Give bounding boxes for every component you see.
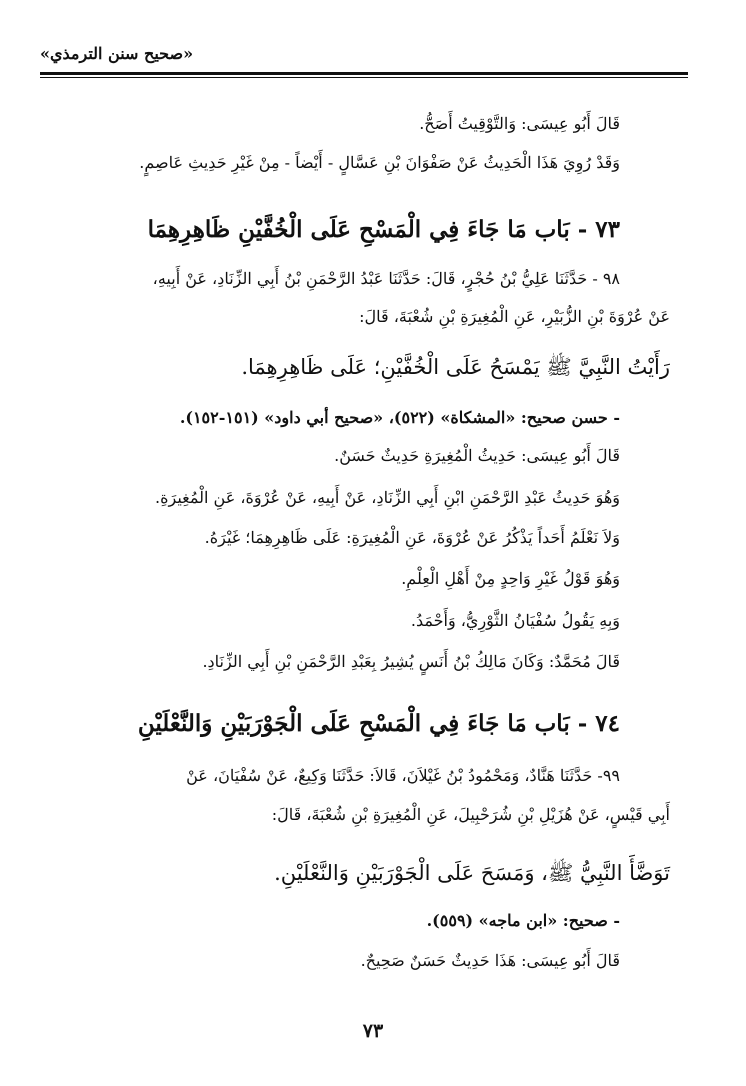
commentary-line: قَالَ مُحَمَّدٌ: وَكَانَ مَالِكُ بْنُ أَنَسٍ يُشِيرُ بِعَبْدِ الرَّحْمَنِ بْنِ أَبِي الزِّنَادِ.	[202, 652, 620, 671]
hadith-matn: رَأَيْتُ النَّبِيَّ ﷺ يَمْسَحُ عَلَى الْخُفَّيْنِ؛ عَلَى ظَاهِرِهِمَا.	[241, 355, 670, 379]
commentary-line: وَقَدْ رُوِيَ هَذَا الْحَدِيثُ عَنْ صَفْوَانَ بْنِ عَسَّالٍ - أَيْضاً - مِنْ غَيْرِ حَدِيثِ عَاصِمٍ.	[139, 153, 620, 172]
chapter-heading: ٧٣ - بَاب مَا جَاءَ فِي الْمَسْحِ عَلَى الْخُفَّيْنِ ظَاهِرِهِمَا	[147, 216, 620, 243]
header-rule-thick	[40, 72, 688, 75]
commentary-line: وَبِهِ يَقُولُ سُفْيَانُ الثَّوْرِيُّ، وَأَحْمَدُ.	[410, 611, 620, 630]
commentary-line: وَهُوَ قَوْلُ غَيْرِ وَاحِدٍ مِنْ أَهْلِ الْعِلْمِ.	[401, 569, 620, 588]
running-head: «صحيح سنن الترمذي»	[40, 44, 194, 63]
commentary-line: وَهُوَ حَدِيثُ عَبْدِ الرَّحْمَنِ ابْنِ أَبِي الزِّنَادِ، عَنْ أَبِيهِ، عَنْ عُرْوَةَ، عَنِ الْمُغِيرَةِ.	[155, 488, 620, 507]
isnad-line: ٩٩- حَدَّثَنَا هَنَّادٌ، وَمَحْمُودُ بْنُ غَيْلاَنَ، قَالاَ: حَدَّثَنَا وَكِيعٌ، عَنْ سُفْيَانَ، عَنْ	[186, 766, 620, 785]
chapter-heading: ٧٤ - بَاب مَا جَاءَ فِي الْمَسْحِ عَلَى الْجَوْرَبَيْنِ وَالنَّعْلَيْنِ	[137, 710, 620, 737]
hadith-matn: تَوَضَّأَ النَّبِيُّ ﷺ، وَمَسَحَ عَلَى الْجَوْرَبَيْنِ وَالنَّعْلَيْنِ.	[274, 861, 670, 885]
commentary-line: قَالَ أَبُو عِيسَى: وَالتَّوْقِيتُ أَصَحُّ.	[419, 114, 620, 133]
commentary-line: قَالَ أَبُو عِيسَى: حَدِيثُ الْمُغِيرَةِ حَدِيثٌ حَسَنٌ.	[334, 446, 620, 465]
isnad-line: أَبِي قَيْسٍ، عَنْ هُزَيْلِ بْنِ شُرَحْبِيلَ، عَنِ الْمُغِيرَةِ بْنِ شُعْبَةَ، قَالَ:	[271, 805, 670, 824]
grading-line: - حسن صحيح: «المشكاة» (٥٢٢)، «صحيح أبي داود» (١٥١-١٥٢).	[179, 408, 620, 427]
isnad-line: عَنْ عُرْوَةَ بْنِ الزُّبَيْرِ، عَنِ الْمُغِيرَةِ بْنِ شُعْبَةَ، قَالَ:	[359, 307, 670, 326]
commentary-line: قَالَ أَبُو عِيسَى: هَذَا حَدِيثٌ حَسَنٌ صَحِيحٌ.	[360, 951, 620, 970]
page-number: ٧٣	[362, 1020, 384, 1042]
commentary-line: وَلاَ نَعْلَمُ أَحَداً يَذْكُرُ عَنْ عُرْوَةَ، عَنِ الْمُغِيرَةِ: عَلَى ظَاهِرِهِمَا؛ غَيْرَهُ.	[204, 528, 620, 547]
grading-line: - صحيح: «ابن ماجه» (٥٥٩).	[426, 911, 620, 930]
isnad-line: ٩٨ - حَدَّثَنَا عَلِيُّ بْنُ حُجْرٍ، قَالَ: حَدَّثَنَا عَبْدُ الرَّحْمَنِ بْنُ أَبِي الزِّنَادِ، عَنْ أَبِيهِ،	[152, 269, 620, 288]
header-rule-thin	[40, 77, 688, 78]
